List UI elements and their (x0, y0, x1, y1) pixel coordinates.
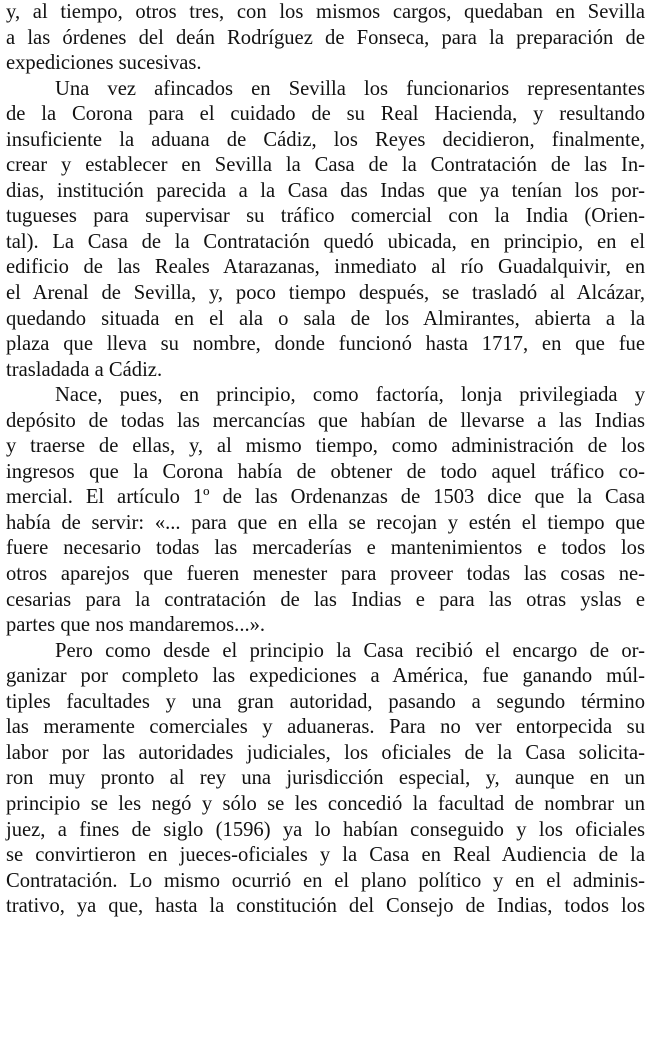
text-line: tiples facultades y una gran autoridad, pasando a segundo término (6, 690, 645, 713)
text-line: fuere necesario todas las mercaderías e mantenimientos e todos los (6, 537, 645, 560)
text-line: Nace, pues, en principio, como factoría, lonja privilegiada y (55, 384, 645, 407)
text-line: otros aparejos que fueren menester para proveer todas las cosas ne- (6, 563, 645, 586)
text-line: crear y establecer en Sevilla la Casa de la Contratación de las In- (6, 154, 645, 177)
text-line: de la Corona para el cuidado de su Real Hacienda, y resultando (6, 103, 645, 126)
text-line: las meramente comerciales y aduaneras. Para no ver entorpecida su (6, 716, 645, 739)
text-line: quedando situada en el ala o sala de los Almirantes, abierta a la (6, 307, 645, 330)
text-line: a las órdenes del deán Rodríguez de Fonseca, para la preparación de (6, 26, 645, 49)
text-line: cesarias para la contratación de las Indias e para las otras yslas e (6, 588, 645, 611)
text-line: tal). La Casa de la Contratación quedó ubicada, en principio, en el (6, 230, 645, 253)
text-line: había de servir: «... para que en ella se recojan y estén el tiempo que (6, 511, 645, 534)
text-line: principio se les negó y sólo se les concedió la facultad de nombrar un (6, 792, 645, 815)
text-line: y, al tiempo, otros tres, con los mismos cargos, quedaban en Sevilla (6, 1, 645, 23)
text-line: depósito de todas las mercancías que habían de llevarse a las Indias (6, 409, 645, 432)
text-line: trasladada a Cádiz. (6, 358, 163, 381)
text-line: mercial. El artículo 1º de las Ordenanzas de 1503 dice que la Casa (6, 486, 645, 509)
text-line: juez, a fines de siglo (1596) ya lo habían conseguido y los oficiales (6, 818, 645, 841)
paragraph-1 (6, 0, 645, 77)
text-line: plaza que lleva su nombre, donde funcionó hasta 1717, en que fue (6, 333, 645, 356)
text-line: expediciones sucesivas. (6, 52, 202, 75)
text-line: ingresos que la Corona había de obtener de todo aquel tráfico co- (6, 460, 645, 483)
text-line: y traerse de ellas, y, al mismo tiempo, como administración de los (6, 435, 645, 458)
text-line: tugueses para supervisar su tráfico comercial con la India (Orien- (6, 205, 645, 228)
text-line: edificio de las Reales Atarazanas, inmediato al río Guadalquivir, en (6, 256, 645, 279)
text-line: partes que nos mandaremos...». (6, 614, 266, 637)
text-line: Contratación. Lo mismo ocurrió en el plano político y en el adminis- (6, 869, 645, 892)
text-line: labor por las autoridades judiciales, los oficiales de la Casa solicita- (6, 741, 645, 764)
text-line: se convirtieron en jueces-oficiales y la Casa en Real Audiencia de la (6, 844, 645, 867)
text-line: ganizar por completo las expediciones a América, fue ganando múl- (6, 665, 645, 688)
paragraph-2 (6, 77, 645, 384)
text-line: Pero como desde el principio la Casa recibió el encargo de or- (55, 639, 645, 662)
document-page (6, 0, 645, 920)
text-line: el Arenal de Sevilla, y, poco tiempo después, se trasladó al Alcázar, (6, 282, 645, 305)
text-line: ron muy pronto al rey una jurisdicción especial, y, aunque en un (6, 767, 645, 790)
text-line: trativo, ya que, hasta la constitución del Consejo de Indias, todos los (6, 895, 645, 918)
text-line: Una vez afincados en Sevilla los funcionarios representantes (55, 77, 645, 100)
paragraph-3 (6, 383, 645, 638)
paragraph-4 (6, 639, 645, 920)
text-line: dias, institución parecida a la Casa das Indas que ya tenían los por- (6, 179, 645, 202)
text-line: insuficiente la aduana de Cádiz, los Reyes decidieron, finalmente, (6, 128, 645, 151)
